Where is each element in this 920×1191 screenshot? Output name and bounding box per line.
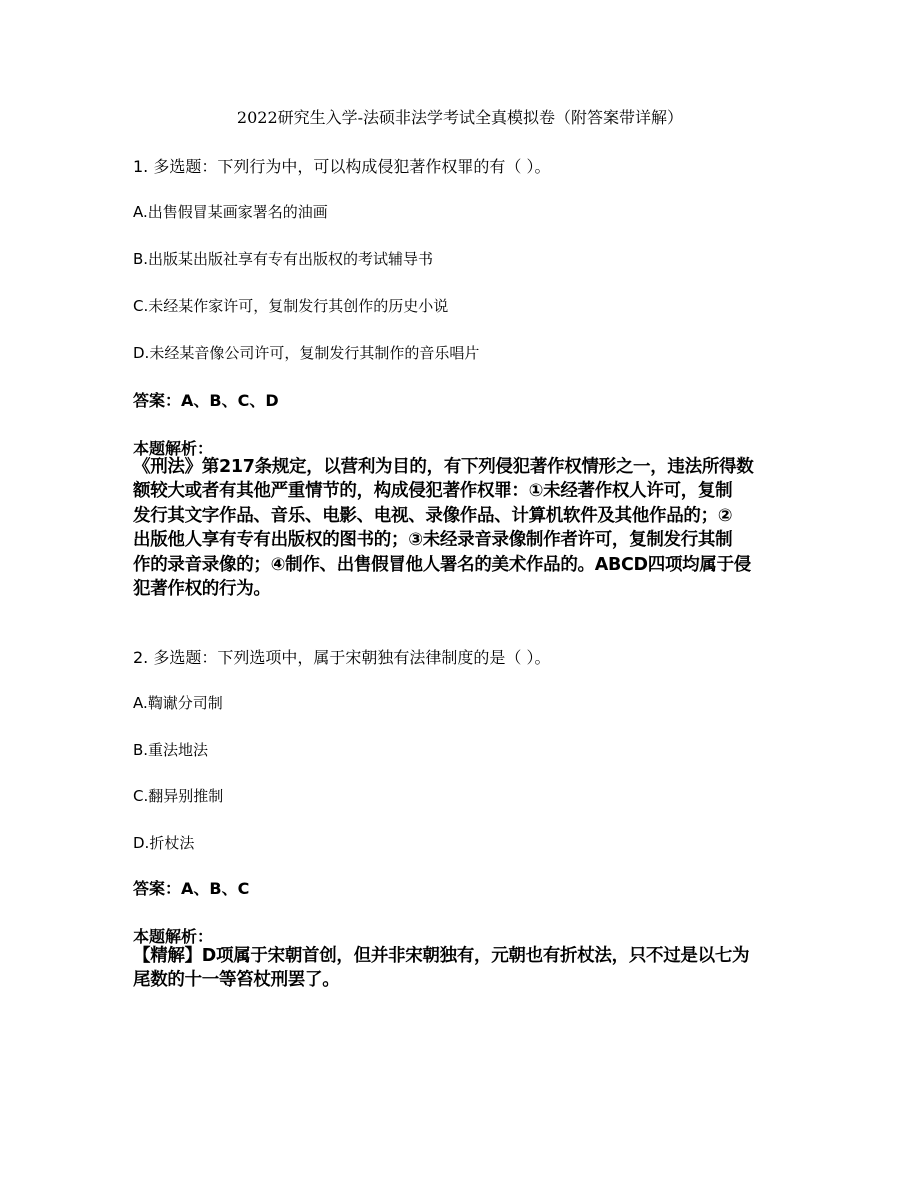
analysis-label: 本题解析：: [133, 439, 214, 458]
question-stem: 2. 多选题：下列选项中，属于宋朝独有法律制度的是（ ）。: [133, 648, 551, 667]
answer: 答案：A、B、C: [133, 879, 250, 898]
option-d: D.未经某音像公司许可，复制发行其制作的音乐唱片: [133, 344, 480, 362]
explanation-line: 额较大或者有其他严重情节的，构成侵犯著作权罪：①未经著作权人许可，复制: [133, 481, 733, 502]
explanation-line: 作的录音录像的；④制作、出售假冒他人署名的美术作品的。ABCD四项均属于侵: [133, 554, 751, 575]
explanation-line: 出版他人享有专有出版权的图书的；③未经录音录像制作者许可，复制发行其制: [133, 530, 733, 551]
question-stem: 1. 多选题：下列行为中，可以构成侵犯著作权罪的有（ ）。: [133, 157, 551, 176]
answer: 答案：A、B、C、D: [133, 391, 279, 410]
option-a: A.出售假冒某画家署名的油画: [133, 203, 328, 221]
explanation-line: 《刑法》第217条规定，以营利为目的，有下列侵犯著作权情形之一，违法所得数: [133, 457, 754, 477]
explanation: [133, 944, 749, 993]
explanation: [133, 455, 753, 601]
document-title: 2022研究生入学-法硕非法学考试全真模拟卷（附答案带详解）: [236, 108, 684, 127]
analysis-label: 本题解析：: [133, 927, 214, 946]
option-b: B.出版某出版社享有专有出版权的考试辅导书: [133, 250, 434, 268]
explanation-line: 发行其文字作品、音乐、电影、电视、录像作品、计算机软件及其他作品的；②: [133, 505, 733, 526]
explanation-line: 犯著作权的行为。: [133, 579, 271, 600]
option-c: C.未经某作家许可，复制发行其创作的历史小说: [133, 297, 449, 315]
option-a: A.鞫谳分司制: [133, 694, 223, 712]
option-c: C.翻异别推制: [133, 787, 224, 805]
option-b: B.重法地法: [133, 741, 209, 759]
explanation-line: 尾数的十一等笞杖刑罢了。: [133, 970, 340, 991]
option-d: D.折杖法: [133, 834, 195, 852]
explanation-line: 【精解】D项属于宋朝首创，但并非宋朝独有，元朝也有折杖法，只不过是以七为: [133, 946, 750, 966]
